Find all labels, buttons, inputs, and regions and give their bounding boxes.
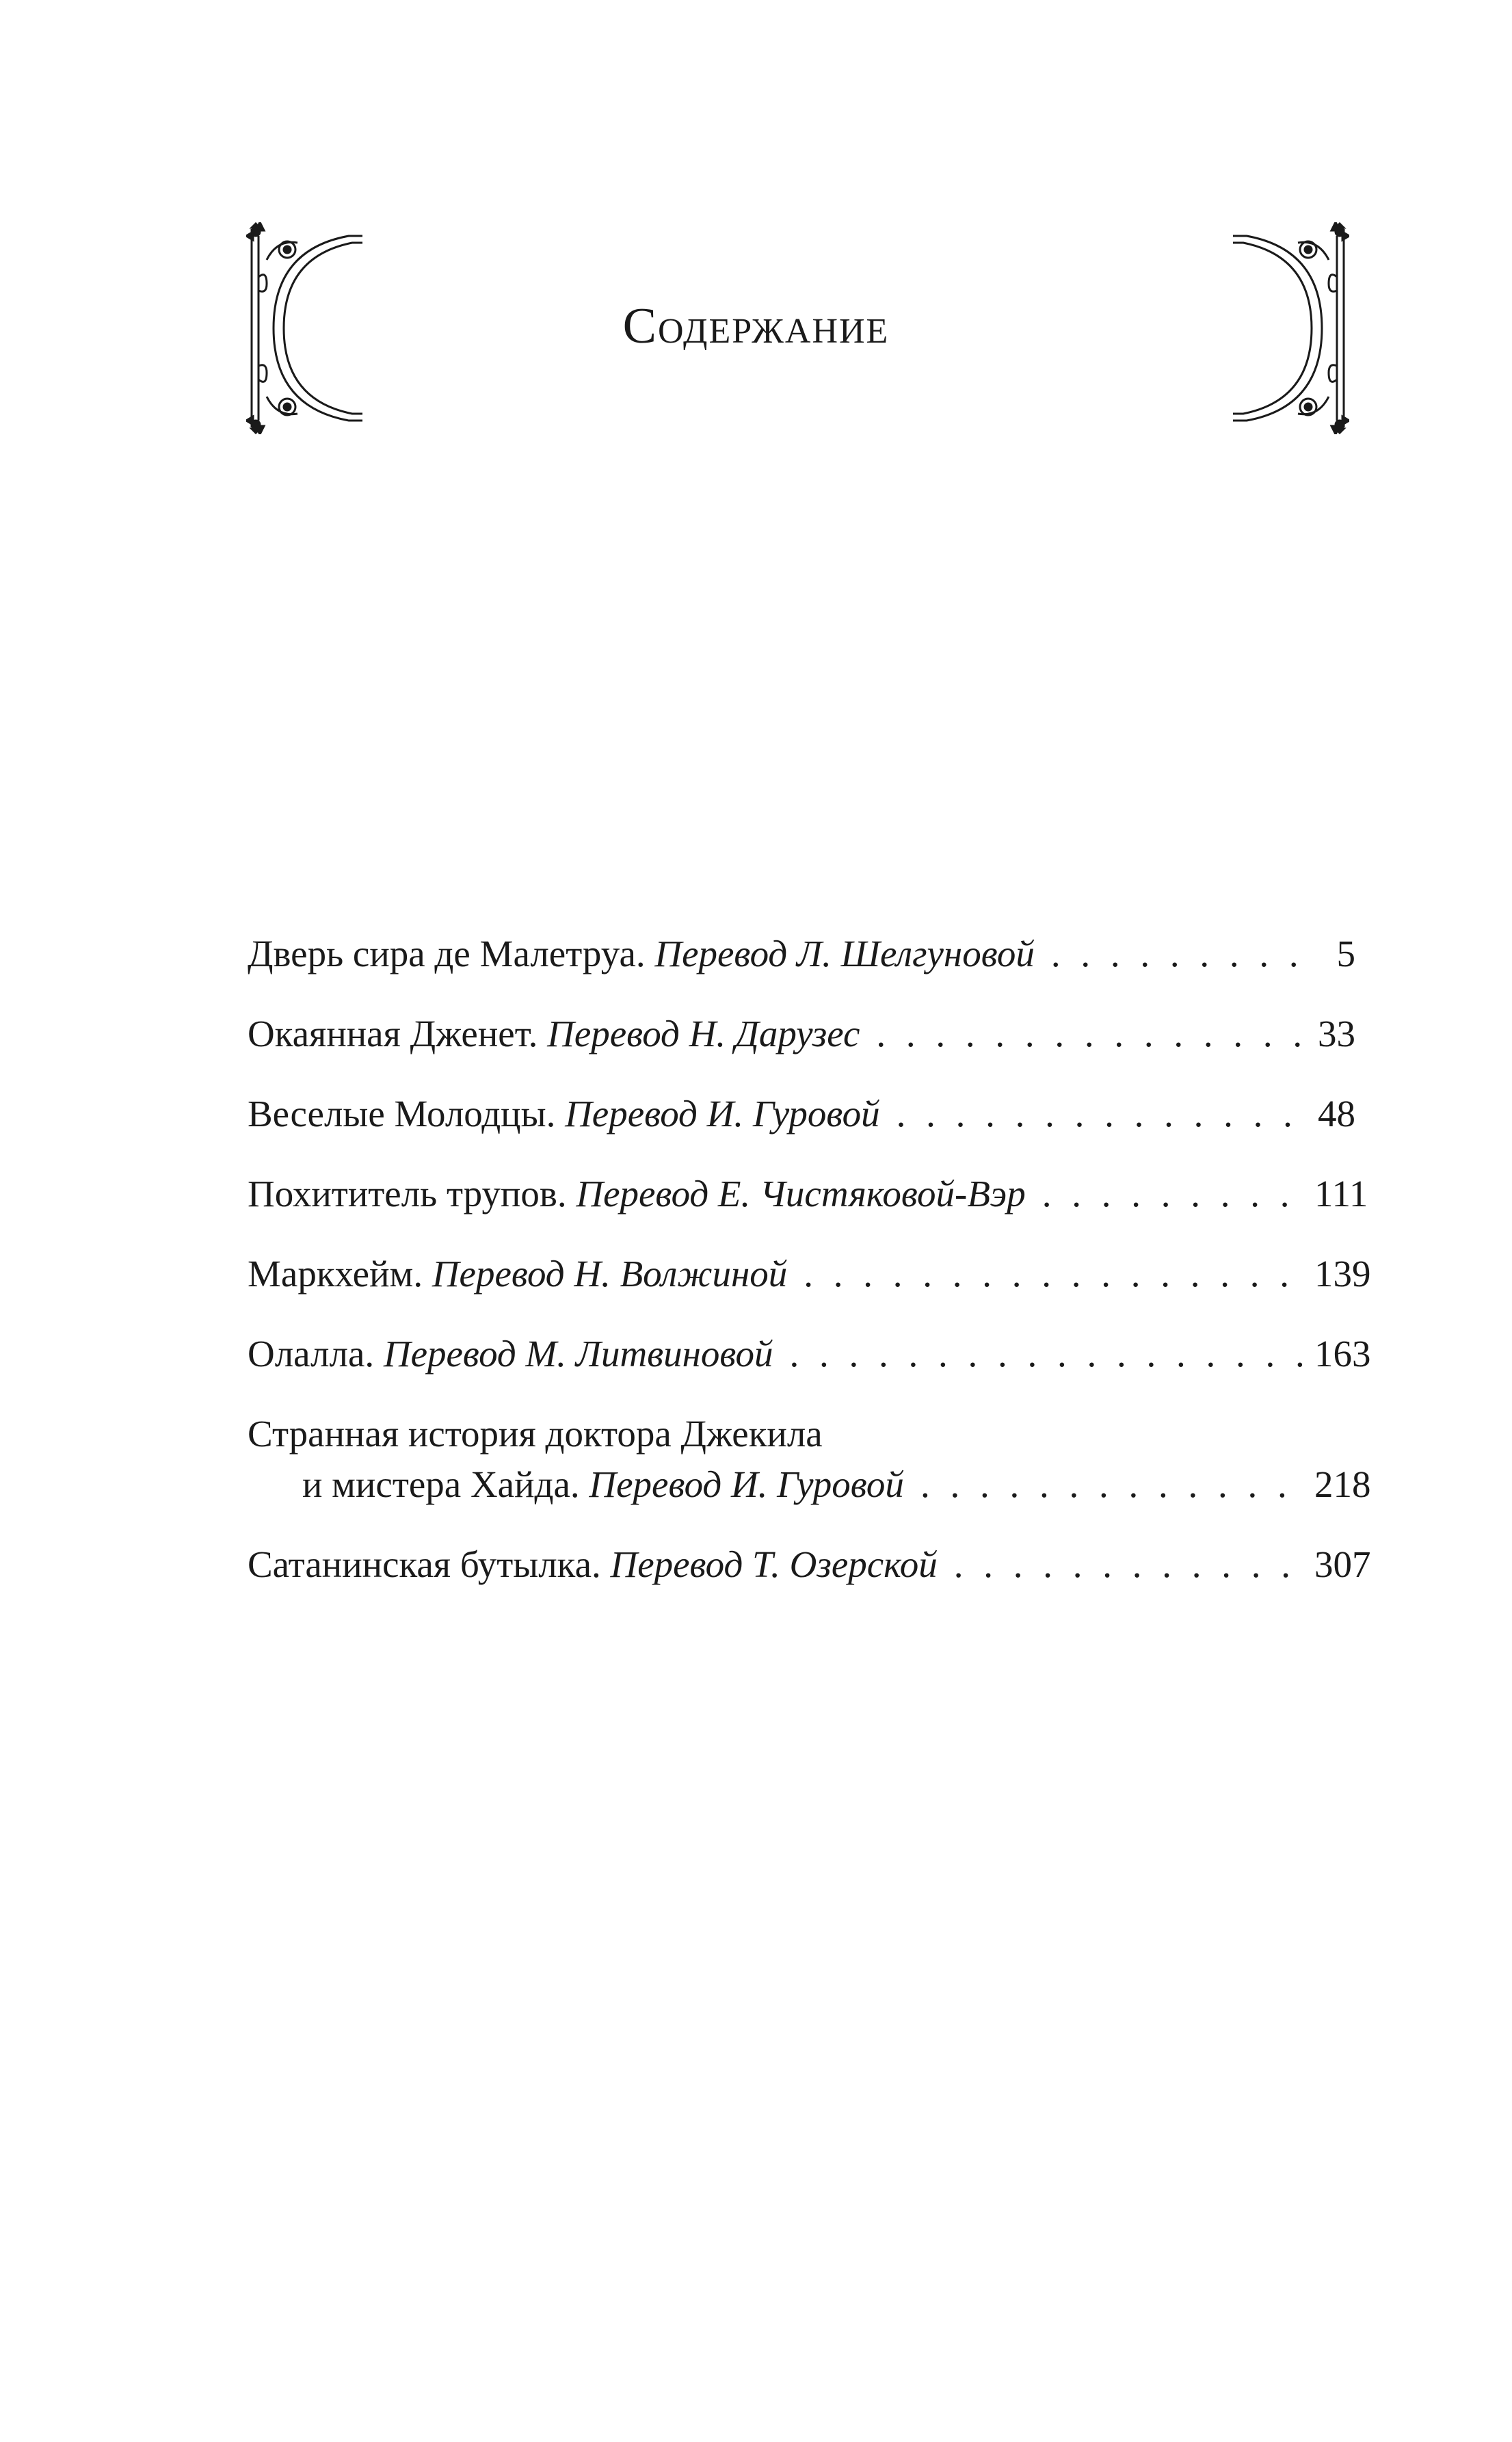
toc-entry: [248, 1089, 1355, 1139]
toc-entry-continuation: [248, 1459, 1371, 1510]
toc-entry: [248, 929, 1355, 979]
dot-leader: [804, 1249, 1305, 1299]
toc-entry-page: 163: [1314, 1333, 1371, 1375]
toc-entry-text: [248, 1329, 773, 1379]
toc-entry-text: [302, 1459, 904, 1510]
toc-entry-title: Дверь сира де Малетруа.: [248, 933, 646, 974]
toc-entry: [248, 1329, 1371, 1379]
toc-entry-translator: Перевод Е. Чистяковой-Вэр: [576, 1173, 1026, 1215]
toc-entry-translator: Перевод М. Литвиновой: [383, 1333, 773, 1375]
toc-entry: [248, 1409, 1371, 1510]
toc-entry: [248, 1169, 1368, 1219]
dot-leader: [1042, 1169, 1305, 1219]
toc-entry-text: [248, 929, 1035, 979]
toc-entry: [248, 1009, 1355, 1059]
toc-entry-title-cont: и мистера Хайда.: [302, 1463, 580, 1505]
toc-entry-translator: Перевод Н. Волжиной: [432, 1253, 788, 1295]
dot-leader: [1051, 929, 1305, 979]
toc-entry-page: 307: [1314, 1543, 1371, 1585]
toc-entry-page: 139: [1314, 1253, 1371, 1295]
toc-entry: [248, 1539, 1371, 1590]
toc-entry-page: 33: [1318, 1013, 1355, 1054]
dot-leader: [897, 1089, 1305, 1139]
toc-entry-translator: Перевод И. Гуровой: [565, 1093, 880, 1134]
toc-entry-title: Сатанинская бутылка.: [248, 1543, 601, 1585]
toc-entry-page: 111: [1314, 1173, 1368, 1215]
table-of-contents: [248, 929, 1371, 1619]
toc-entry-translator: Перевод Т. Озерской: [610, 1543, 938, 1585]
toc-entry-page: 48: [1318, 1093, 1355, 1134]
toc-entry-text: [248, 1169, 1026, 1219]
toc-entry-title: Странная история доктора Джекила: [248, 1413, 823, 1455]
dot-leader: [790, 1329, 1305, 1379]
toc-entry: [248, 1249, 1371, 1299]
page-title: Содержание: [622, 298, 890, 354]
toc-entry-text: [248, 1089, 880, 1139]
dot-leader: [954, 1539, 1305, 1590]
dot-leader: [920, 1459, 1305, 1510]
toc-entry-text: [248, 1009, 860, 1059]
toc-entry-title: Маркхейм.: [248, 1253, 423, 1295]
dot-leader: [876, 1009, 1305, 1059]
toc-entry-title: Веселые Молодцы.: [248, 1093, 556, 1134]
toc-entry-text: [248, 1539, 938, 1590]
toc-entry-title: Олалла.: [248, 1333, 375, 1375]
toc-entry-page: 5: [1336, 933, 1355, 974]
toc-entry-translator: Перевод И. Гуровой: [589, 1463, 904, 1505]
toc-entry-translator: Перевод Н. Дарузес: [547, 1013, 860, 1054]
toc-entry-text: [248, 1249, 787, 1299]
toc-entry-title: Похититель трупов.: [248, 1173, 567, 1215]
toc-entry-title: Окаянная Дженет.: [248, 1013, 538, 1054]
toc-entry-page: 218: [1314, 1463, 1371, 1505]
toc-entry-translator: Перевод Л. Шелгуновой: [654, 933, 1035, 974]
